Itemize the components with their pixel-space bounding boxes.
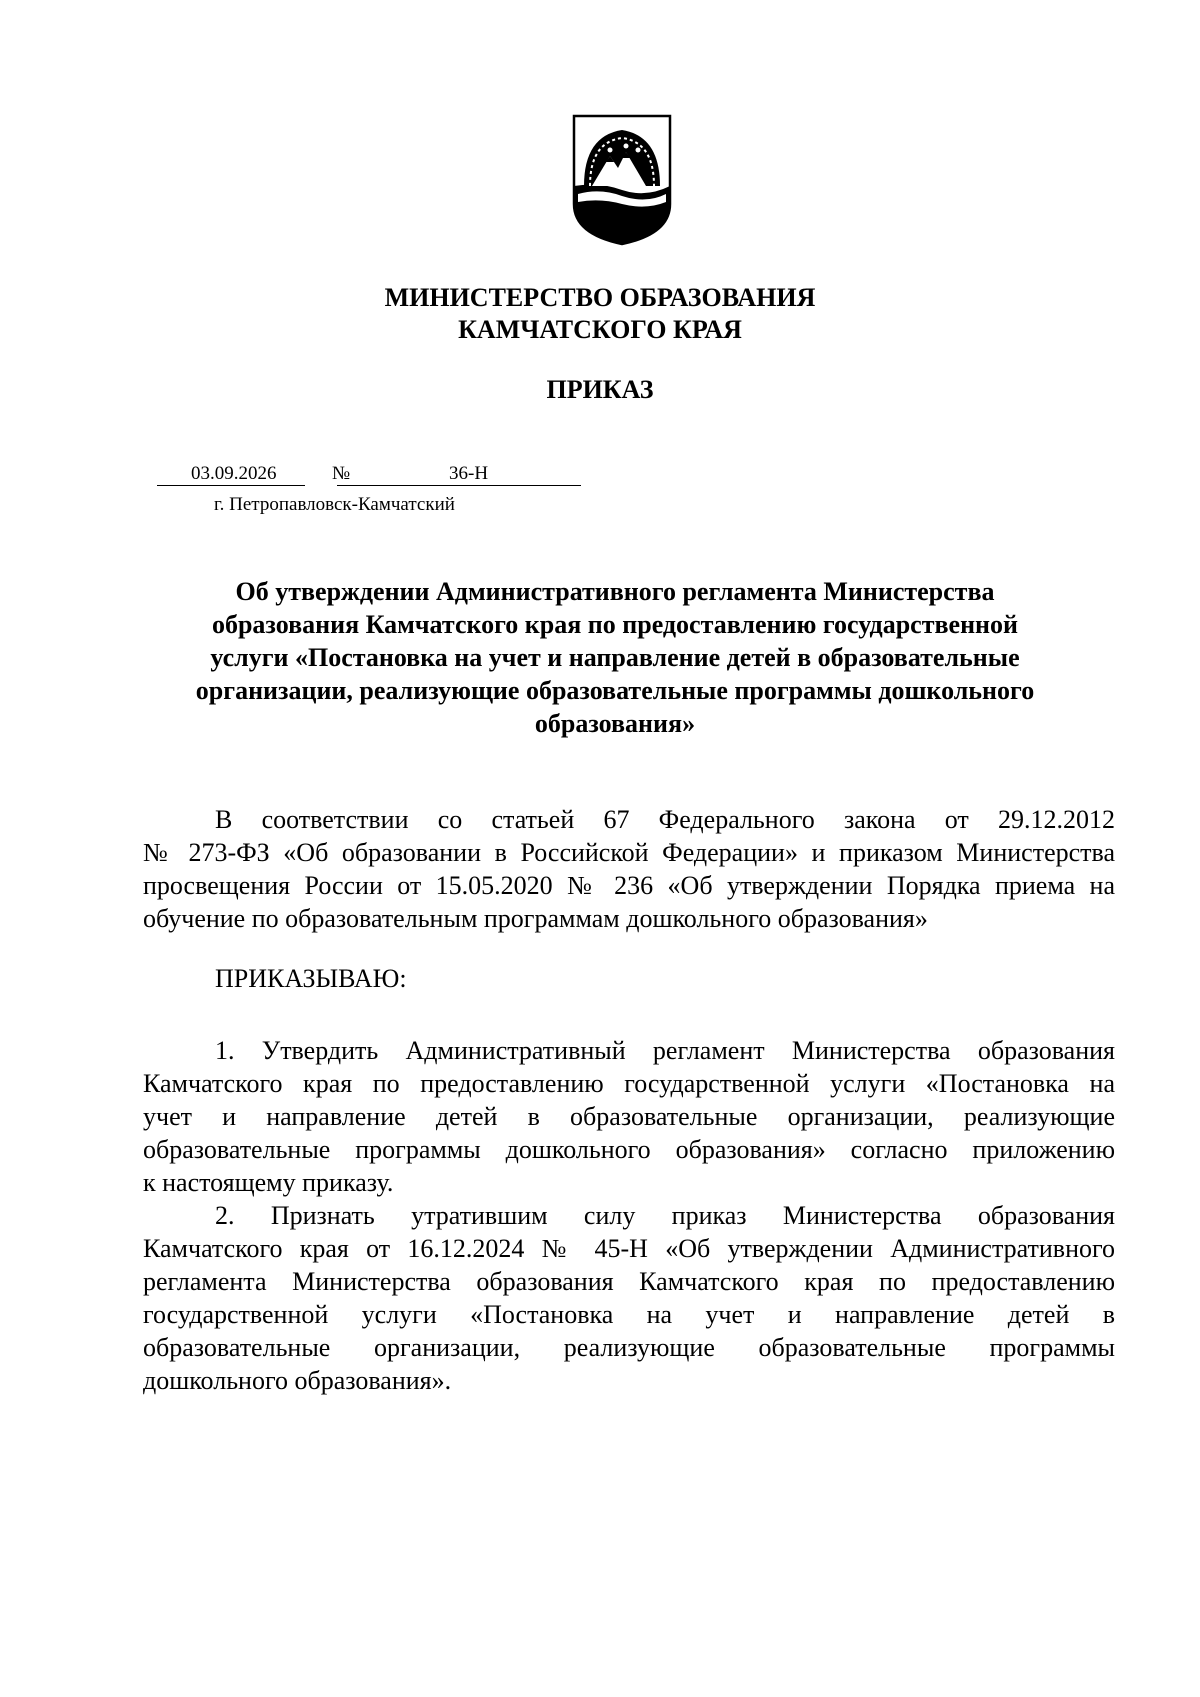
number-sign: №: [332, 463, 351, 484]
item-1-line: образовательные программы дошкольного образования» согласно приложению: [143, 1135, 1115, 1164]
number-underline: [337, 485, 581, 486]
preamble-line: просвещения России от 15.05.2020 № 236 «Об утверждении Порядка приема на: [143, 871, 1115, 900]
subject-line: услуги «Постановка на учет и направление детей в образовательные: [210, 643, 1020, 672]
item-1-line: к настоящему приказу.: [143, 1168, 394, 1197]
preamble-line: В соответствии со статьей 67 Федерального закона от 29.12.2012: [215, 805, 1115, 834]
ministry-name-line2: КАМЧАТСКОГО КРАЯ: [458, 315, 742, 344]
item-1-line: Камчатского края по предоставлению государственной услуги «Постановка на: [143, 1069, 1115, 1098]
item-2-line: дошкольного образования».: [143, 1366, 452, 1395]
item-2-line: регламента Министерства образования Камчатского края по предоставлению: [143, 1267, 1115, 1296]
document-type: ПРИКАЗ: [546, 375, 654, 404]
item-2-line: 2. Признать утратившим силу приказ Министерства образования: [215, 1201, 1115, 1230]
item-2-line: Камчатского края от 16.12.2024 № 45-Н «Об утверждении Административного: [143, 1234, 1115, 1263]
item-1-line: учет и направление детей в образовательные организации, реализующие: [143, 1102, 1115, 1131]
order-number: 36-Н: [449, 463, 489, 484]
date-underline: [157, 485, 305, 486]
ministry-name-line1: МИНИСТЕРСТВО ОБРАЗОВАНИЯ: [384, 283, 816, 312]
preamble-line: № 273-ФЗ «Об образовании в Российской Федерации» и приказом Министерства: [143, 838, 1115, 867]
item-2-line: государственной услуги «Постановка на учет и направление детей в: [143, 1300, 1115, 1329]
subject-line: образования»: [534, 709, 696, 738]
subject-line: организации, реализующие образовательные программы дошкольного: [195, 676, 1035, 705]
directive-word: ПРИКАЗЫВАЮ:: [215, 964, 407, 993]
order-date: 03.09.2026: [191, 463, 277, 484]
subject-line: Об утверждении Административного регламента Министерства: [235, 577, 995, 606]
city-name: г. Петропавловск-Камчатский: [214, 494, 455, 515]
subject-line: образования Камчатского края по предоставлению государственной: [211, 610, 1019, 639]
coat-of-arms-icon: [570, 112, 674, 248]
item-1-line: 1. Утвердить Административный регламент Министерства образования: [215, 1036, 1115, 1065]
preamble-line: обучение по образовательным программам дошкольного образования»: [143, 904, 928, 933]
item-2-line: образовательные организации, реализующие образовательные программы: [143, 1333, 1115, 1362]
